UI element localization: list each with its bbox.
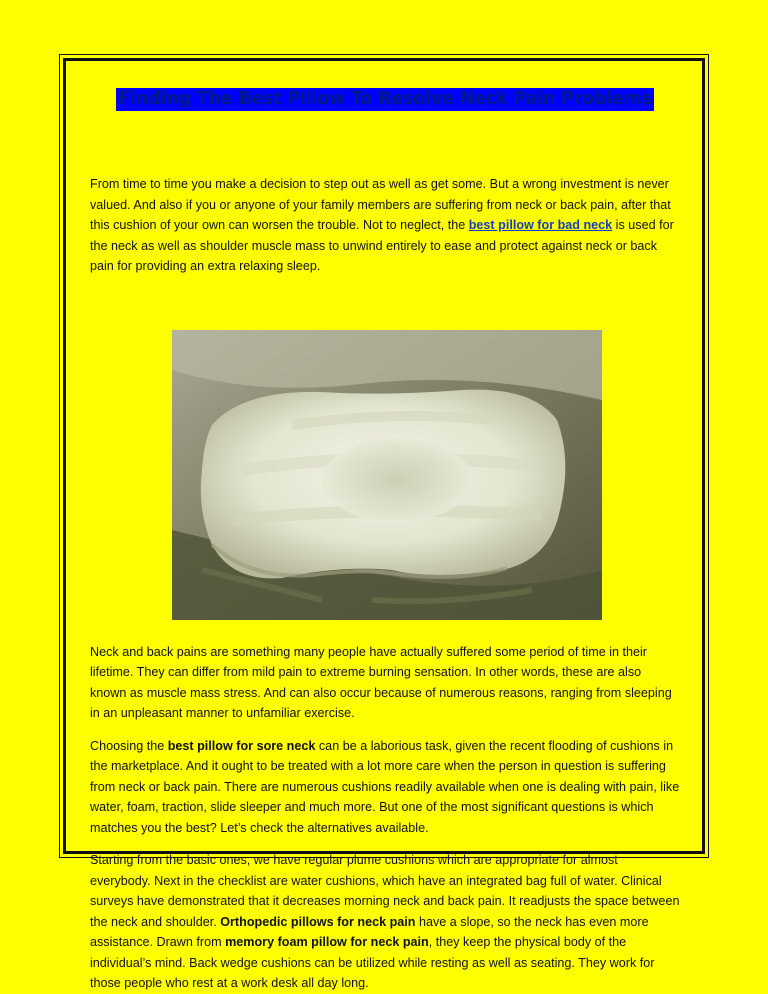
paragraph4-part1: Starting from the basic ones, we have regular plume cushions which are appropriate for almost everybody. Next in the checklist are water cushions, which have an integrated bag full of water. Clinical surveys have demonstrated that it decreases morning neck and back pain. It readjusts the space between the neck and shoulder. — [90, 853, 680, 929]
paragraph-neck-back-pains: Neck and back pains are something many people have actually suffered some period of time in their lifetime. They can differ from mild pain to extreme burning sensation. In other words, these are also known as muscle mass stress. And can also occur because of numerous reasons, ranging from sleeping in an unpleasant manner to unfamiliar exercise. — [90, 644, 672, 720]
paragraph3-rest: can be a laborious task, given the recent flooding of cushions in the marketplace. And it ought to be treated with a lot more care when the person in question is suffering from neck or back pain. There are numerous cushions readily available when one is dealing with pain, like water, foam, traction, slide sleeper and much more. But one of the most significant questions is which matches you the best? Let’s check the alternatives available. — [90, 738, 680, 835]
bold-orthopedic-pillows: Orthopedic pillows for neck pain — [220, 914, 416, 929]
paragraph4-part2: have a slope, so the neck has even more assistance. Drawn from — [90, 914, 649, 949]
intro-paragraph — [90, 174, 680, 277]
intro-text-before: From time to time you make a decision to step out as well as get some. But a wrong investment is never valued. And also if you or anyone of your family members are suffering from neck or back pain, after that this cushion of your own can worsen the trouble. Not to neglect, the — [90, 177, 671, 232]
title-wrap — [90, 88, 680, 111]
best-pillow-bad-neck-link[interactable]: best pillow for bad neck — [468, 218, 613, 232]
pillow-illustration — [172, 330, 602, 620]
bold-best-pillow-sore-neck: best pillow for sore neck — [167, 738, 316, 753]
bold-memory-foam-pillow: memory foam pillow for neck pain — [225, 935, 429, 949]
paragraph3-lead: Choosing the — [90, 738, 168, 753]
paragraph-choosing-pillow — [90, 736, 680, 839]
pillow-photo — [172, 330, 602, 620]
page-title: Finding The Best Pillow To Resolve Neck Pain Problems — [118, 89, 652, 109]
intro-text-after: is used for the neck as well as shoulder muscle mass to unwind entirely to ease and protect against neck or back pain for providing an extra relaxing sleep. — [90, 218, 674, 273]
paragraph-pillow-types — [90, 850, 680, 994]
paragraph4-part3: , they keep the physical body of the individual’s mind. Back wedge cushions can be utilized while resting as well as seating. They work for those people who rest at a work desk all day long. — [90, 935, 655, 990]
article-body — [90, 88, 680, 994]
